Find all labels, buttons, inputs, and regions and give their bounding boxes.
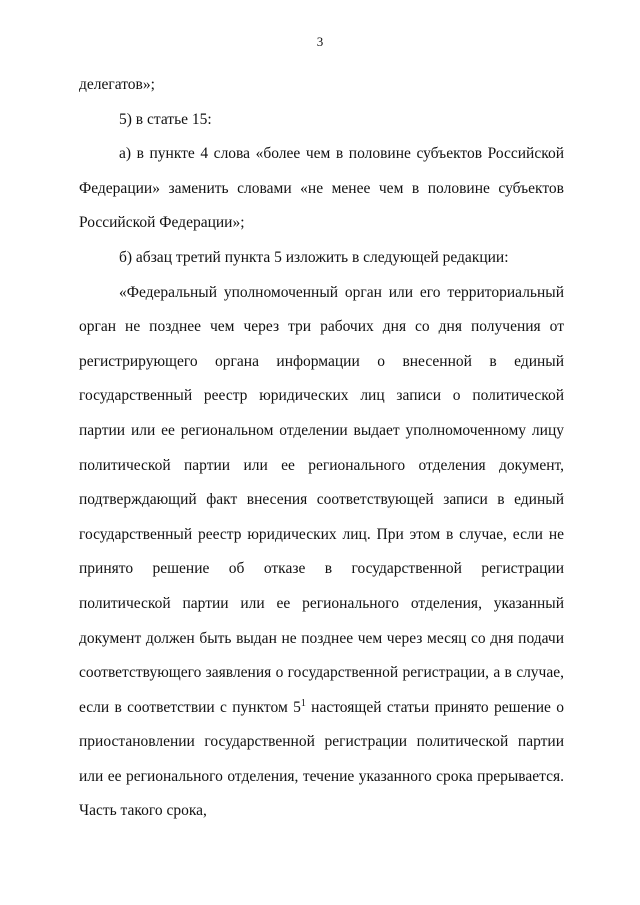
- superscript-index: 1: [300, 697, 306, 709]
- new-wording-part-2: настоящей статьи принято решение о приостановлении государственной регистрации политической партии или ее регионального отделения, течение указанного срока прерывается. Часть такого срока,: [79, 698, 565, 820]
- paragraph-item-a: а) в пункте 4 слова «более чем в половине субъектов Российской Федерации» заменить словами «не менее чем в половине субъектов Российской Федерации»;: [79, 145, 564, 232]
- paragraph-item-b: б) абзац третий пункта 5 изложить в следующей редакции:: [119, 248, 509, 266]
- paragraph-new-wording: [79, 276, 564, 830]
- new-wording-part-1: «Федеральный уполномоченный орган или его территориальный орган не позднее чем через три рабочих дня со дня получения от регистрирующего органа информации о внесенной в единый государственный реестр юридических лиц записи о политической партии или ее региональном отделении выдает уполномоченному лицу политической партии или ее регионального отделения документ, подтверждающий факт внесения соответствующей записи в единый государственный реестр юридических лиц. При этом в случае, если не принято решение об отказе в государственной регистрации политической партии или ее регионального отделения, указанный документ должен быть выдан не позднее чем через месяц со дня подачи соответствующего заявления о государственной регистрации, а в случае, если в соответствии с пунктом 5: [79, 283, 564, 716]
- paragraph-delegates: делегатов»;: [79, 76, 155, 93]
- page-number: 3: [316, 34, 324, 49]
- document-body: [79, 68, 564, 829]
- paragraph-article-15: 5) в статье 15:: [119, 110, 212, 128]
